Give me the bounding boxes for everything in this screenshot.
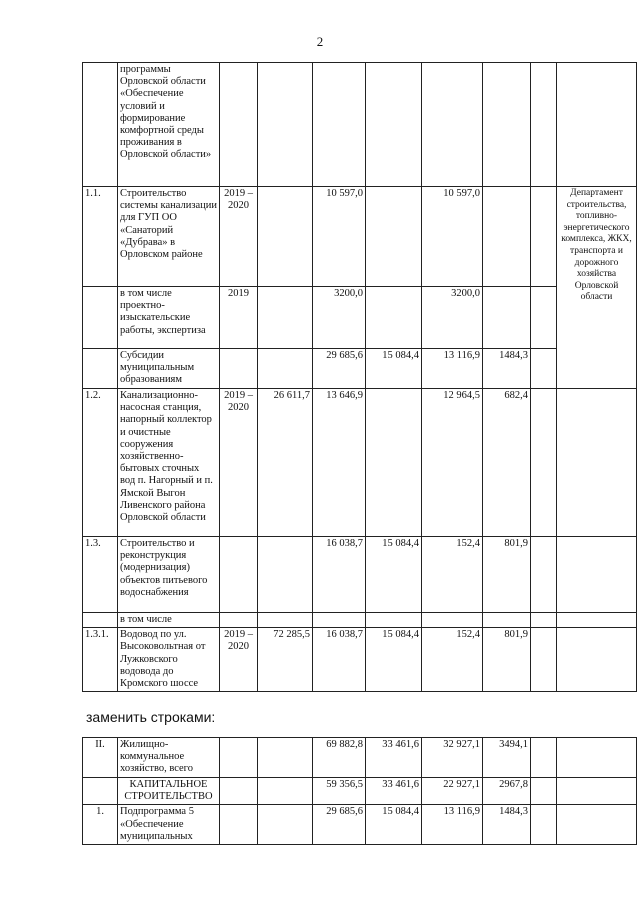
row-value: [557, 805, 637, 845]
row-value: [531, 287, 557, 349]
row-name: программы Орловской области «Обеспечение условий и формирование комфортной среды проживания в Орловской области»: [118, 63, 220, 187]
row-number: [83, 349, 118, 389]
row-value: [531, 187, 557, 287]
row-value: 16 038,7: [313, 537, 366, 613]
department-cell: Департамент строительства, топливно-энергетического комплекса, ЖКХ, транспорта и дорожного хозяйства Орловской области: [557, 187, 637, 389]
row-value: 2967,8: [483, 778, 531, 805]
row-name: КАПИТАЛЬНОЕ СТРОИТЕЛЬСТВО: [118, 778, 220, 805]
row-value: [531, 805, 557, 845]
row-value: [258, 537, 313, 613]
row-name: Подпрограмма 5 «Обеспечение муниципальных: [118, 805, 220, 845]
table-new: [82, 737, 637, 845]
row-value: [258, 287, 313, 349]
row-value: 69 882,8: [313, 738, 366, 778]
row-value: 12 964,5: [422, 389, 483, 537]
row-value: [366, 389, 422, 537]
row-number: 1.: [83, 805, 118, 845]
row-number: 1.3.1.: [83, 628, 118, 692]
table-row: [83, 613, 637, 628]
row-number: 1.3.: [83, 537, 118, 613]
row-value: 22 927,1: [422, 778, 483, 805]
row-name: Строительство системы канализации для ГУП ОО «Санаторий «Дубрава» в Орловском районе: [118, 187, 220, 287]
row-value: [258, 63, 313, 187]
table-row: [83, 738, 637, 778]
row-name: Субсидии муниципальным образованиям: [118, 349, 220, 389]
row-value: [531, 738, 557, 778]
row-number: II.: [83, 738, 118, 778]
row-value: 32 927,1: [422, 738, 483, 778]
row-value: [258, 349, 313, 389]
department-cell: [557, 537, 637, 613]
row-value: 10 597,0: [313, 187, 366, 287]
row-value: [483, 287, 531, 349]
row-years: 2019: [220, 287, 258, 349]
row-value: 29 685,6: [313, 349, 366, 389]
row-value: 1484,3: [483, 805, 531, 845]
replace-instruction: заменить строками:: [86, 709, 216, 725]
row-value: [422, 63, 483, 187]
row-name: в том числе проектно-изыскательские работы, экспертиза: [118, 287, 220, 349]
row-number: [83, 287, 118, 349]
row-years: [220, 805, 258, 845]
row-value: [531, 628, 557, 692]
table-row: [83, 389, 637, 537]
row-value: 33 461,6: [366, 778, 422, 805]
table-row: [83, 287, 637, 349]
row-value: [258, 805, 313, 845]
row-value: 15 084,4: [366, 805, 422, 845]
row-value: 801,9: [483, 537, 531, 613]
row-value: [531, 778, 557, 805]
row-value: 59 356,5: [313, 778, 366, 805]
row-value: 3494,1: [483, 738, 531, 778]
row-years: [220, 778, 258, 805]
row-years: [220, 738, 258, 778]
row-value: 10 597,0: [422, 187, 483, 287]
department-cell: [557, 628, 637, 692]
row-value: [557, 778, 637, 805]
table-row: [83, 628, 637, 692]
row-value: 13 116,9: [422, 805, 483, 845]
row-value: [313, 613, 366, 628]
row-value: 16 038,7: [313, 628, 366, 692]
table-row: [83, 778, 637, 805]
row-value: [531, 63, 557, 187]
row-value: [258, 187, 313, 287]
row-years: [220, 537, 258, 613]
row-value: 13 646,9: [313, 389, 366, 537]
row-value: [483, 187, 531, 287]
row-value: [531, 537, 557, 613]
row-years: 2019 – 2020: [220, 187, 258, 287]
row-name: Водовод по ул. Высоковольтная от Лужковского водовода до Кромского шоссе: [118, 628, 220, 692]
row-value: [258, 738, 313, 778]
row-number: [83, 63, 118, 187]
row-value: 15 084,4: [366, 628, 422, 692]
row-value: 152,4: [422, 537, 483, 613]
department-cell: [557, 613, 637, 628]
row-years: [220, 613, 258, 628]
row-name: в том числе: [118, 613, 220, 628]
department-cell: [557, 63, 637, 187]
department-cell: [557, 389, 637, 537]
row-value: [531, 613, 557, 628]
table-old: [82, 62, 637, 692]
row-name: Жилищно-коммунальное хозяйство, всего: [118, 738, 220, 778]
row-value: 26 611,7: [258, 389, 313, 537]
row-number: 1.2.: [83, 389, 118, 537]
table-row: [83, 187, 637, 287]
row-value: [483, 63, 531, 187]
row-value: 33 461,6: [366, 738, 422, 778]
row-value: 801,9: [483, 628, 531, 692]
row-value: [531, 389, 557, 537]
row-value: 152,4: [422, 628, 483, 692]
row-value: 682,4: [483, 389, 531, 537]
table-row: [83, 537, 637, 613]
row-value: [483, 613, 531, 628]
row-value: [258, 778, 313, 805]
row-value: 72 285,5: [258, 628, 313, 692]
row-number: [83, 613, 118, 628]
row-number: 1.1.: [83, 187, 118, 287]
row-value: [557, 738, 637, 778]
row-name: Канализационно-насосная станция, напорный коллектор и очистные сооружения хозяйственно-бытовых сточных вод п. Нагорный и п. Ямской Выгон Ливенского района Орловской области: [118, 389, 220, 537]
row-name: Строительство и реконструкция (модернизация) объектов питьевого водоснабжения: [118, 537, 220, 613]
row-value: 1484,3: [483, 349, 531, 389]
row-value: 15 084,4: [366, 537, 422, 613]
row-value: [258, 613, 313, 628]
row-value: [366, 613, 422, 628]
row-years: [220, 349, 258, 389]
row-years: 2019 – 2020: [220, 628, 258, 692]
row-years: [220, 63, 258, 187]
row-value: [422, 613, 483, 628]
page-number: 2: [316, 34, 324, 49]
row-value: [366, 63, 422, 187]
table-row: [83, 63, 637, 187]
table-row: [83, 349, 637, 389]
row-years: 2019 – 2020: [220, 389, 258, 537]
table-row: [83, 805, 637, 845]
row-value: 15 084,4: [366, 349, 422, 389]
row-value: [366, 187, 422, 287]
row-value: 3200,0: [422, 287, 483, 349]
row-value: 3200,0: [313, 287, 366, 349]
row-value: [366, 287, 422, 349]
row-number: [83, 778, 118, 805]
row-value: [531, 349, 557, 389]
row-value: 29 685,6: [313, 805, 366, 845]
row-value: [313, 63, 366, 187]
row-value: 13 116,9: [422, 349, 483, 389]
